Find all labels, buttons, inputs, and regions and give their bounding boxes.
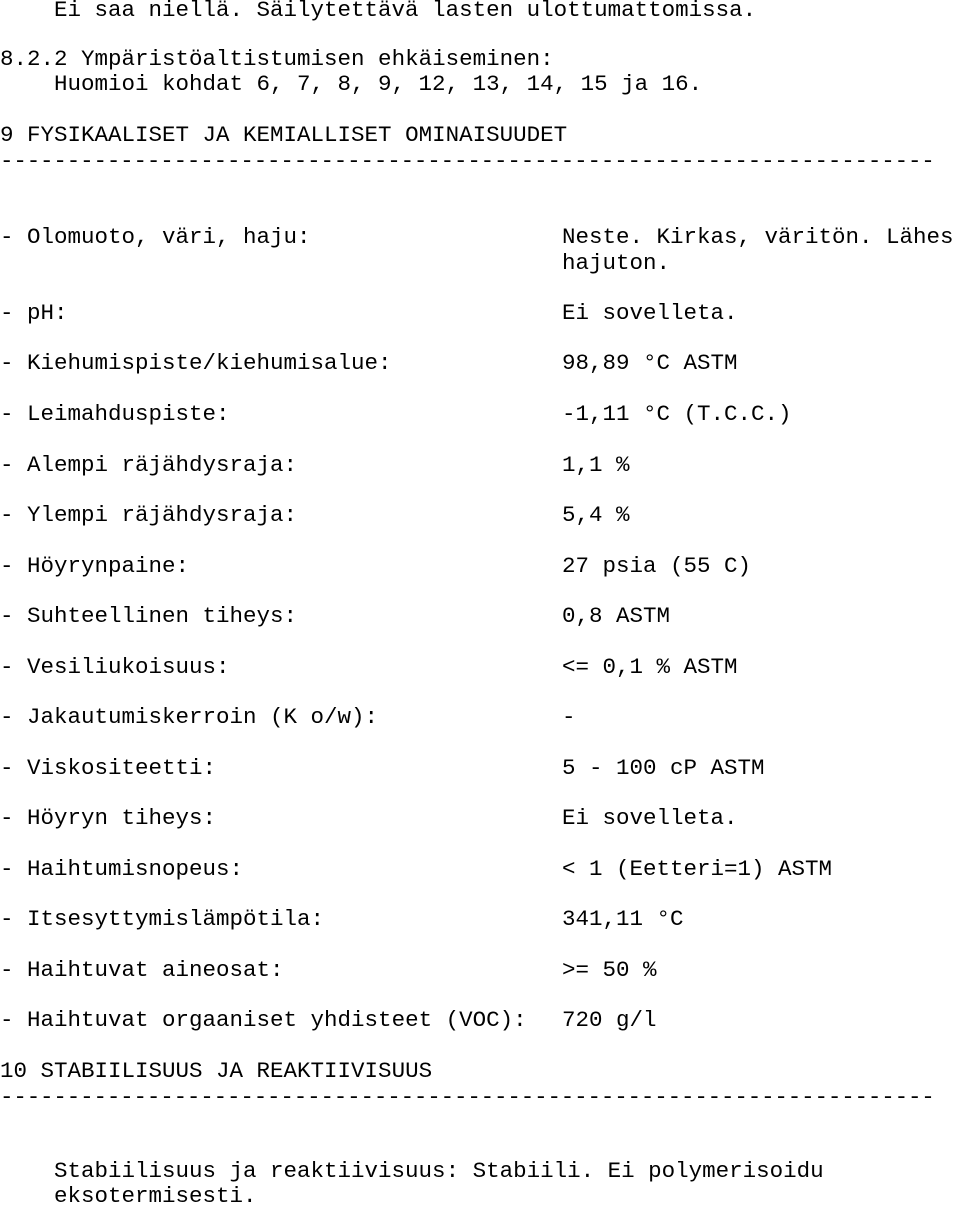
property-label: - Suhteellinen tiheys: bbox=[0, 603, 298, 629]
stability-text-line-1: Stabiilisuus ja reaktiivisuus: Stabiili. Ei polymerisoidu bbox=[54, 1158, 824, 1184]
property-label: - pH: bbox=[0, 300, 68, 326]
storage-warning: Ei saa niellä. Säilytettävä lasten ulottumattomissa. bbox=[54, 0, 757, 23]
property-value: 98,89 °C ASTM bbox=[562, 350, 738, 376]
section-10-heading: 10 STABIILISUUS JA REAKTIIVISUUS bbox=[0, 1058, 433, 1084]
section-8-2-2-title: 8.2.2 Ympäristöaltistumisen ehkäiseminen: bbox=[0, 46, 554, 72]
property-value: Ei sovelleta. bbox=[562, 805, 738, 831]
property-label: - Vesiliukoisuus: bbox=[0, 654, 230, 680]
property-label: - Ylempi räjähdysraja: bbox=[0, 502, 298, 528]
property-value: 27 psia (55 C) bbox=[562, 553, 752, 579]
property-label: - Alempi räjähdysraja: bbox=[0, 452, 298, 478]
property-value: 720 g/l bbox=[562, 1007, 657, 1033]
property-label: - Leimahduspiste: bbox=[0, 401, 230, 427]
property-value: - bbox=[562, 704, 576, 730]
property-value: <= 0,1 % ASTM bbox=[562, 654, 738, 680]
property-label: - Itsesyttymislämpötila: bbox=[0, 906, 325, 932]
property-label: - Haihtumisnopeus: bbox=[0, 856, 244, 882]
section-9-separator: ---------------------------------------------------------------------- bbox=[0, 148, 935, 174]
property-label: - Kiehumispiste/kiehumisalue: bbox=[0, 350, 392, 376]
property-label: - Viskositeetti: bbox=[0, 755, 217, 781]
property-value: >= 50 % bbox=[562, 957, 657, 983]
property-value: 0,8 ASTM bbox=[562, 603, 671, 629]
property-label: - Olomuoto, väri, haju: bbox=[0, 224, 311, 250]
property-label: - Jakautumiskerroin (K o/w): bbox=[0, 704, 379, 730]
property-value: 5,4 % bbox=[562, 502, 630, 528]
property-label: - Haihtuvat aineosat: bbox=[0, 957, 284, 983]
property-value: 341,11 °C bbox=[562, 906, 684, 932]
property-value: Neste. Kirkas, väritön. Lähes hajuton. bbox=[562, 224, 954, 276]
section-8-2-2-text: Huomioi kohdat 6, 7, 8, 9, 12, 13, 14, 15 ja 16. bbox=[54, 71, 703, 97]
property-label: - Haihtuvat orgaaniset yhdisteet (VOC): bbox=[0, 1007, 527, 1033]
section-9-heading: 9 FYSIKAALISET JA KEMIALLISET OMINAISUUDET bbox=[0, 122, 568, 148]
stability-text-line-2: eksotermisesti. bbox=[54, 1183, 257, 1209]
section-10-separator: ---------------------------------------------------------------------- bbox=[0, 1084, 935, 1110]
property-value: < 1 (Eetteri=1) ASTM bbox=[562, 856, 833, 882]
property-value: 1,1 % bbox=[562, 452, 630, 478]
property-label: - Höyrynpaine: bbox=[0, 553, 190, 579]
property-label: - Höyryn tiheys: bbox=[0, 805, 217, 831]
property-value: Ei sovelleta. bbox=[562, 300, 738, 326]
property-value: -1,11 °C (T.C.C.) bbox=[562, 401, 792, 427]
property-value: 5 - 100 cP ASTM bbox=[562, 755, 765, 781]
